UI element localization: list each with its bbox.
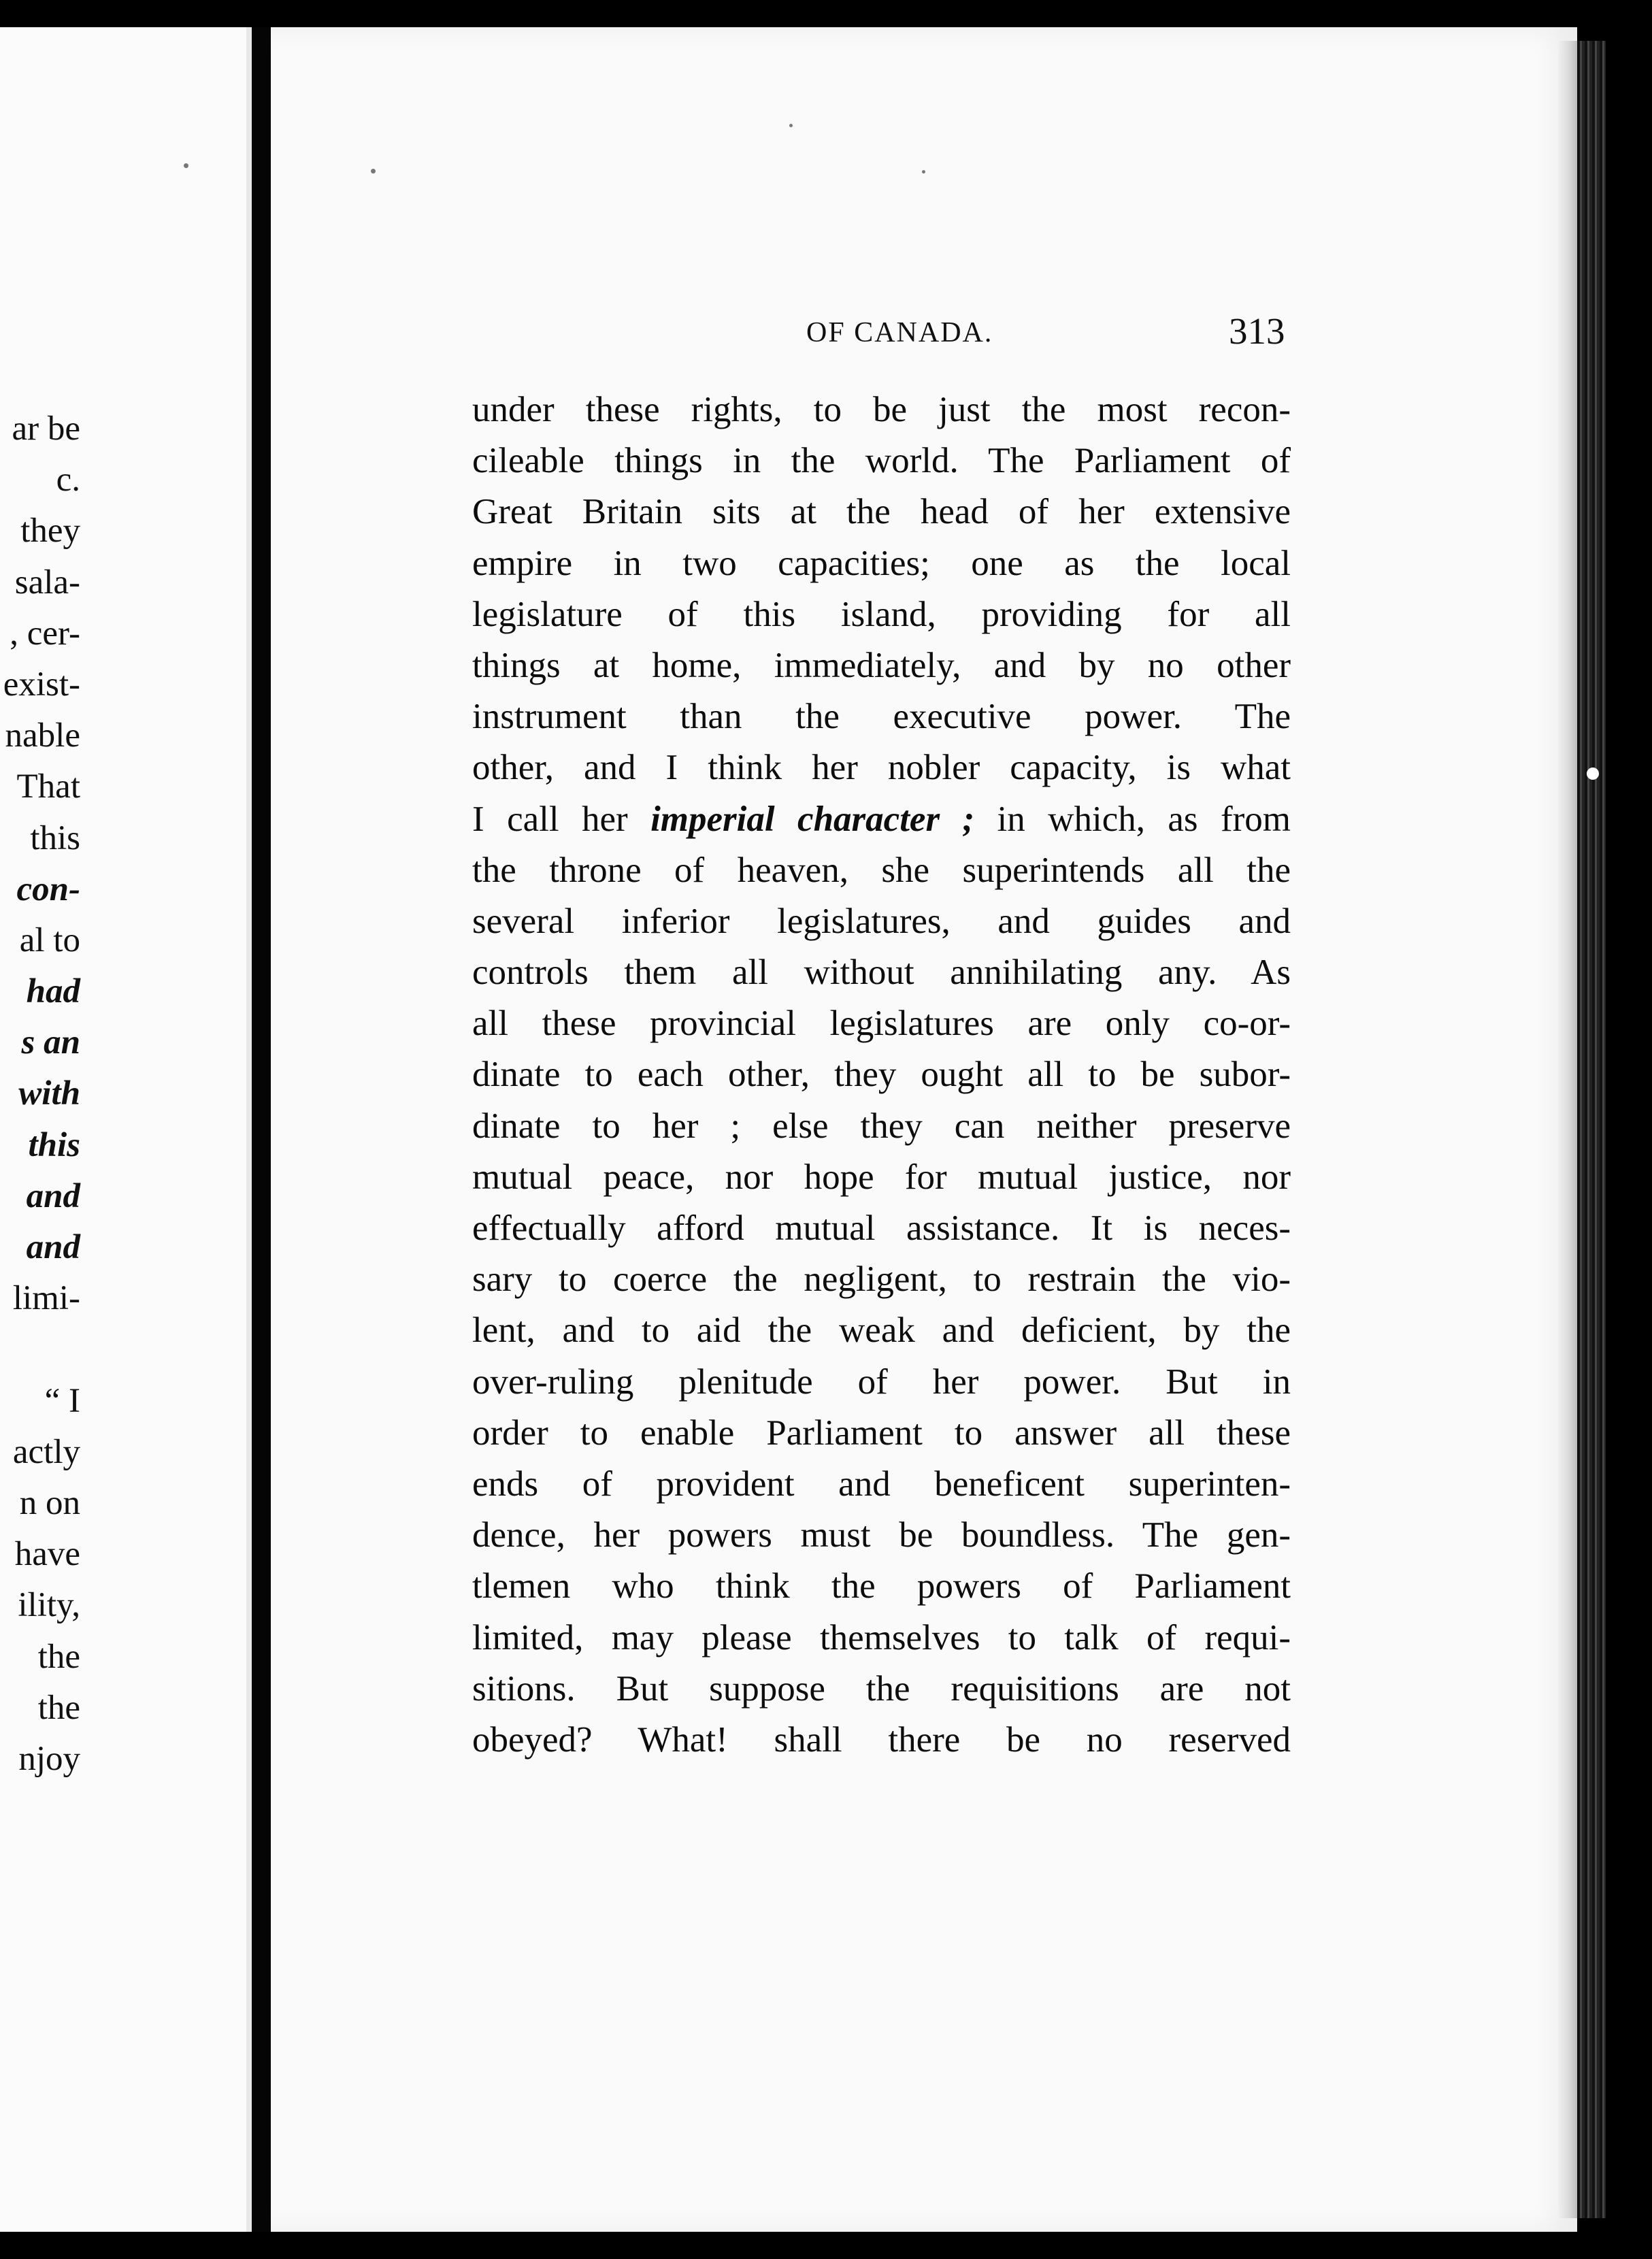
text-line: dinate to each other, they ought all to be subor- — [472, 1055, 1291, 1095]
text-line — [472, 794, 1291, 845]
left-page-line: exist- — [3, 665, 80, 704]
text-line: sary to coerce the negligent, to restrain the vio- — [472, 1259, 1291, 1300]
left-page-line: ility, — [18, 1586, 80, 1625]
text-line: things at home, immediately, and by no other — [472, 645, 1291, 685]
left-page-line: they — [20, 512, 80, 550]
text-line: mutual peace, nor hope for mutual justice, nor — [472, 1157, 1291, 1197]
text-line: limited, may please themselves to talk of requi- — [472, 1617, 1291, 1658]
left-page-line: “ I — [44, 1381, 80, 1420]
left-page-line — [0, 1324, 80, 1375]
paper-speck — [922, 170, 925, 174]
text-line: instrument than the executive power. The — [472, 697, 1291, 737]
text-line: obeyed? What! shall there be no reserved — [472, 1719, 1291, 1760]
left-page-line: con- — [16, 870, 80, 908]
page-edge-shade — [1558, 41, 1577, 2218]
text-line: dence, her powers must be boundless. The gen- — [472, 1515, 1291, 1555]
body-text — [472, 384, 1291, 1766]
page-block-edge — [1577, 41, 1606, 2218]
text-line: ends of provident and beneficent superinten- — [472, 1464, 1291, 1504]
left-page-line: this — [28, 1125, 80, 1164]
text-line: Great Britain sits at the head of her extensive — [472, 492, 1291, 532]
text-line: legislature of this island, providing for all — [472, 594, 1291, 634]
left-page-line: That — [16, 768, 80, 806]
text-line: controls them all without annihilating any. As — [472, 953, 1291, 993]
text-line: effectually afford mutual assistance. It is neces- — [472, 1208, 1291, 1248]
paper-speck — [789, 124, 793, 127]
left-page-line: the — [37, 1637, 80, 1676]
left-page-line: the — [37, 1688, 80, 1727]
left-page-line: sala- — [14, 563, 80, 601]
left-page-line: al to — [19, 921, 80, 959]
text-line: over-ruling plenitude of her power. But in — [472, 1362, 1291, 1402]
left-page-line: this — [30, 819, 80, 857]
text-line: the throne of heaven, she superintends all the — [472, 850, 1291, 890]
page-number: 313 — [1229, 310, 1285, 352]
text-line: lent, and to aid the weak and deficient, by the — [472, 1310, 1291, 1351]
italic-phrase: imperial character ; — [650, 799, 975, 839]
left-page-line: actly — [12, 1432, 80, 1471]
text-run: in which, as from — [974, 799, 1291, 839]
left-page-line: limi- — [12, 1279, 80, 1318]
book-gutter — [252, 27, 271, 2232]
left-page-line: s an — [21, 1023, 80, 1062]
text-line: several inferior legislatures, and guides and — [472, 901, 1291, 941]
left-page-line: n on — [19, 1483, 80, 1522]
paper-speck — [184, 163, 188, 168]
text-line: order to enable Parliament to answer all these — [472, 1413, 1291, 1453]
text-line: other, and I think her nobler capacity, is what — [472, 748, 1291, 788]
left-page-line: ar be — [12, 410, 80, 448]
left-page-line: and — [26, 1228, 80, 1266]
left-page-line: and — [26, 1176, 80, 1215]
text-line: tlemen who think the powers of Parliament — [472, 1566, 1291, 1606]
left-page-line: have — [14, 1535, 80, 1574]
text-line: under these rights, to be just the most recon- — [472, 390, 1291, 429]
text-run: I call her — [472, 799, 651, 839]
running-head: OF CANADA. — [806, 317, 993, 348]
left-page-line: nable — [5, 716, 80, 755]
left-page-text-fragments — [0, 403, 80, 1785]
left-page-line: , cer- — [10, 614, 80, 653]
paper-speck — [1587, 768, 1599, 780]
text-line: all these provincial legislatures are only co-or- — [472, 1004, 1291, 1044]
text-line: empire in two capacities; one as the local — [472, 543, 1291, 583]
text-line: cileable things in the world. The Parliament of — [472, 441, 1291, 481]
left-page-line: njoy — [18, 1739, 80, 1778]
paper-speck — [371, 169, 376, 174]
left-page-line: c. — [56, 461, 80, 499]
text-line: sitions. But suppose the requisitions are not — [472, 1668, 1291, 1709]
left-page-line: had — [26, 972, 80, 1011]
text-line: dinate to her ; else they can neither preserve — [472, 1106, 1291, 1146]
left-page-line: with — [18, 1074, 80, 1113]
left-facing-page — [0, 27, 252, 2232]
